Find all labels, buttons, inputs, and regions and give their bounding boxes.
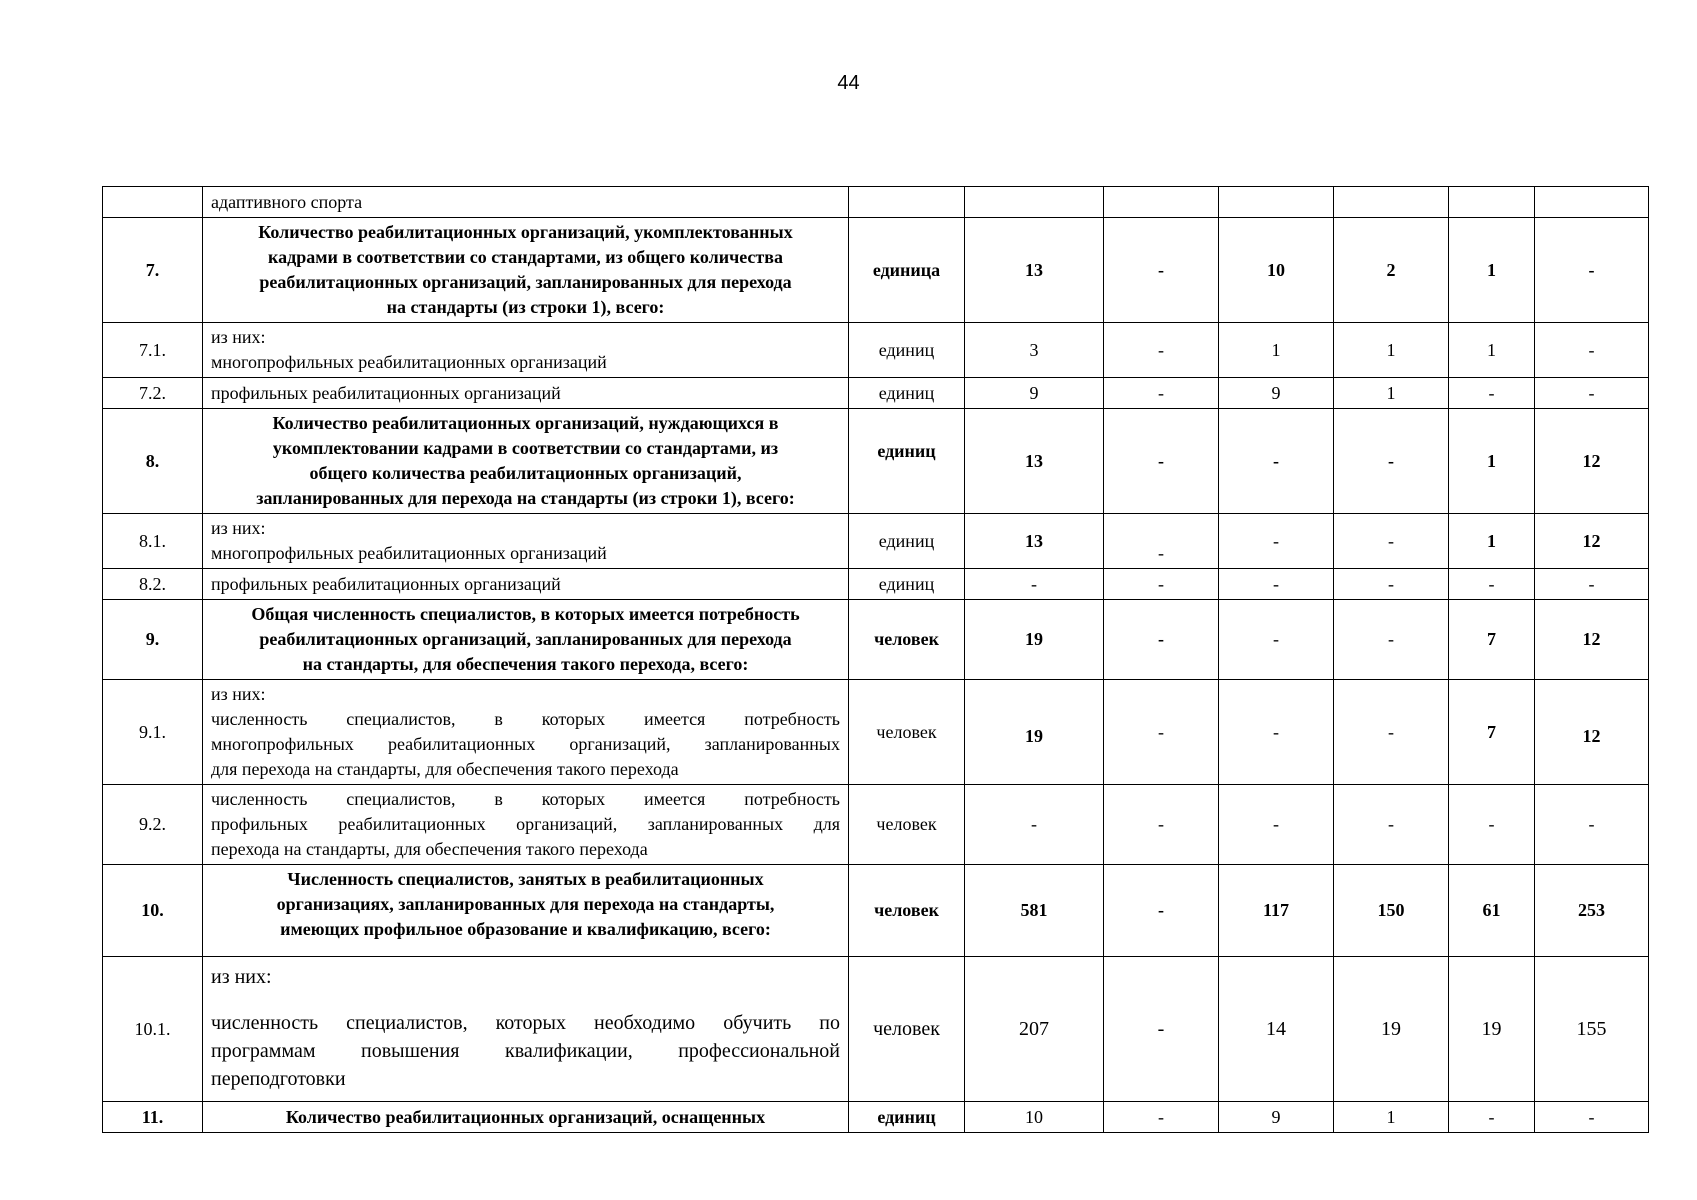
row-unit: человек <box>849 600 965 680</box>
table-row <box>103 187 1649 218</box>
row-value: - <box>1219 569 1334 600</box>
row-unit: единиц <box>849 569 965 600</box>
row-value: 253 <box>1535 865 1649 957</box>
row-value: - <box>1449 1102 1535 1133</box>
row-value: 1 <box>1449 409 1535 514</box>
row-number: 8. <box>103 409 203 514</box>
table-row <box>103 378 1649 409</box>
row-value: - <box>1219 600 1334 680</box>
row-description: Количество реабилитационных организаций, оснащенных <box>203 1102 849 1133</box>
row-value: - <box>1104 600 1219 680</box>
row-value: - <box>1104 1102 1219 1133</box>
row-value: 12 <box>1535 514 1649 569</box>
row-description: Количество реабилитационных организаций, укомплектованных кадрами в соответствии со стандартами, из общего количества реабилитационных организаций, запланированных для перехода на стандарты (из строки 1), всего: <box>203 218 849 323</box>
row-description: из них: численность специалистов, которых необходимо обучить по программам повышения квалификации, профессиональной переподготовки <box>203 957 849 1102</box>
row-value: - <box>1535 1102 1649 1133</box>
row-value: 1 <box>1449 218 1535 323</box>
row-value: 9 <box>965 378 1104 409</box>
row-value: - <box>1535 378 1649 409</box>
row-value: - <box>1104 957 1219 1102</box>
row-number: 10.1. <box>103 957 203 1102</box>
table-row <box>103 409 1649 514</box>
row-value: - <box>1219 514 1334 569</box>
table-row <box>103 218 1649 323</box>
row-value: 9 <box>1219 378 1334 409</box>
row-value <box>1449 187 1535 218</box>
row-value: 13 <box>965 514 1104 569</box>
row-number: 8.1. <box>103 514 203 569</box>
row-description: Численность специалистов, занятых в реабилитационных организациях, запланированных для перехода на стандарты, имеющих профильное образование и квалификацию, всего: <box>203 865 849 957</box>
row-value: - <box>1219 680 1334 785</box>
row-value: 12 <box>1535 680 1649 785</box>
row-unit <box>849 187 965 218</box>
row-value: 19 <box>1449 957 1535 1102</box>
row-value: 1 <box>1219 323 1334 378</box>
row-value: - <box>1104 218 1219 323</box>
row-value: - <box>1334 600 1449 680</box>
row-description: из них: численность специалистов, в которых имеется потребность многопрофильных реабилитационных организаций, запланированных для перехода на стандарты, для обеспечения такого перехода <box>203 680 849 785</box>
row-value: - <box>1104 514 1219 569</box>
row-value: 1 <box>1449 323 1535 378</box>
row-description: из них: многопрофильных реабилитационных организаций <box>203 323 849 378</box>
row-value: 117 <box>1219 865 1334 957</box>
page-number: 44 <box>837 72 860 94</box>
table-row <box>103 600 1649 680</box>
row-value: 9 <box>1219 1102 1334 1133</box>
row-value <box>1104 187 1219 218</box>
row-value: 1 <box>1334 323 1449 378</box>
row-value: 14 <box>1219 957 1334 1102</box>
row-value: 61 <box>1449 865 1535 957</box>
row-value: 12 <box>1535 409 1649 514</box>
row-value <box>1535 187 1649 218</box>
row-description: Общая численность специалистов, в которых имеется потребность реабилитационных организаций, запланированных для перехода на стандарты, для обеспечения такого перехода, всего: <box>203 600 849 680</box>
row-value: 10 <box>1219 218 1334 323</box>
row-unit: единиц <box>849 378 965 409</box>
table-row <box>103 569 1649 600</box>
row-unit: единиц <box>849 1102 965 1133</box>
row-value: - <box>1334 680 1449 785</box>
row-value <box>1334 187 1449 218</box>
row-value: - <box>1535 323 1649 378</box>
row-value: 19 <box>1334 957 1449 1102</box>
table-row <box>103 785 1649 865</box>
row-value: 581 <box>965 865 1104 957</box>
row-value: 155 <box>1535 957 1649 1102</box>
table-row <box>103 323 1649 378</box>
row-number: 9. <box>103 600 203 680</box>
row-value: - <box>1334 514 1449 569</box>
row-number: 7.2. <box>103 378 203 409</box>
table-row <box>103 514 1649 569</box>
indicators-table <box>102 186 1649 1133</box>
row-value: - <box>1449 785 1535 865</box>
row-number: 7. <box>103 218 203 323</box>
row-description: численность специалистов, в которых имеется потребность профильных реабилитационных организаций, запланированных для перехода на стандарты, для обеспечения такого перехода <box>203 785 849 865</box>
table-row <box>103 865 1649 957</box>
table-row <box>103 957 1649 1102</box>
row-value: 1 <box>1449 514 1535 569</box>
row-value <box>965 187 1104 218</box>
row-value: - <box>1449 378 1535 409</box>
row-value: 3 <box>965 323 1104 378</box>
row-value: - <box>1104 680 1219 785</box>
row-value: - <box>1104 409 1219 514</box>
row-value: 150 <box>1334 865 1449 957</box>
row-number: 8.2. <box>103 569 203 600</box>
row-value: 19 <box>965 680 1104 785</box>
row-value: 1 <box>1334 378 1449 409</box>
row-unit: человек <box>849 785 965 865</box>
row-value: 10 <box>965 1102 1104 1133</box>
row-unit: единиц <box>849 323 965 378</box>
row-unit: единиц <box>849 409 965 514</box>
row-value <box>1219 187 1334 218</box>
row-unit: единиц <box>849 514 965 569</box>
table-row <box>103 1102 1649 1133</box>
row-value: 1 <box>1334 1102 1449 1133</box>
row-value: 13 <box>965 409 1104 514</box>
row-number: 11. <box>103 1102 203 1133</box>
row-value: - <box>965 785 1104 865</box>
row-unit: человек <box>849 957 965 1102</box>
row-value: - <box>1535 569 1649 600</box>
row-value: 7 <box>1449 600 1535 680</box>
table-row <box>103 680 1649 785</box>
row-unit: человек <box>849 865 965 957</box>
row-number: 10. <box>103 865 203 957</box>
row-value: - <box>1334 785 1449 865</box>
row-value: - <box>1104 865 1219 957</box>
row-value: 13 <box>965 218 1104 323</box>
row-value: - <box>1219 785 1334 865</box>
row-unit: человек <box>849 680 965 785</box>
row-value: 12 <box>1535 600 1649 680</box>
row-value: - <box>965 569 1104 600</box>
row-value: - <box>1104 785 1219 865</box>
row-number: 7.1. <box>103 323 203 378</box>
row-value: 207 <box>965 957 1104 1102</box>
row-description: Количество реабилитационных организаций, нуждающихся в укомплектовании кадрами в соответствии со стандартами, из общего количества реабилитационных организаций, запланированных для перехода на стандарты (из строки 1), всего: <box>203 409 849 514</box>
row-value: - <box>1449 569 1535 600</box>
row-value: 2 <box>1334 218 1449 323</box>
row-value: 19 <box>965 600 1104 680</box>
row-value: - <box>1334 409 1449 514</box>
row-unit: единица <box>849 218 965 323</box>
row-number: 9.1. <box>103 680 203 785</box>
row-value: - <box>1104 569 1219 600</box>
row-value: - <box>1535 218 1649 323</box>
row-value: 7 <box>1449 680 1535 785</box>
row-description: из них: многопрофильных реабилитационных организаций <box>203 514 849 569</box>
row-value: - <box>1104 323 1219 378</box>
row-value: - <box>1219 409 1334 514</box>
row-description: профильных реабилитационных организаций <box>203 378 849 409</box>
row-description: профильных реабилитационных организаций <box>203 569 849 600</box>
row-value: - <box>1334 569 1449 600</box>
row-value: - <box>1104 378 1219 409</box>
row-number: 9.2. <box>103 785 203 865</box>
row-number <box>103 187 203 218</box>
row-description: адаптивного спорта <box>203 187 849 218</box>
row-value: - <box>1535 785 1649 865</box>
